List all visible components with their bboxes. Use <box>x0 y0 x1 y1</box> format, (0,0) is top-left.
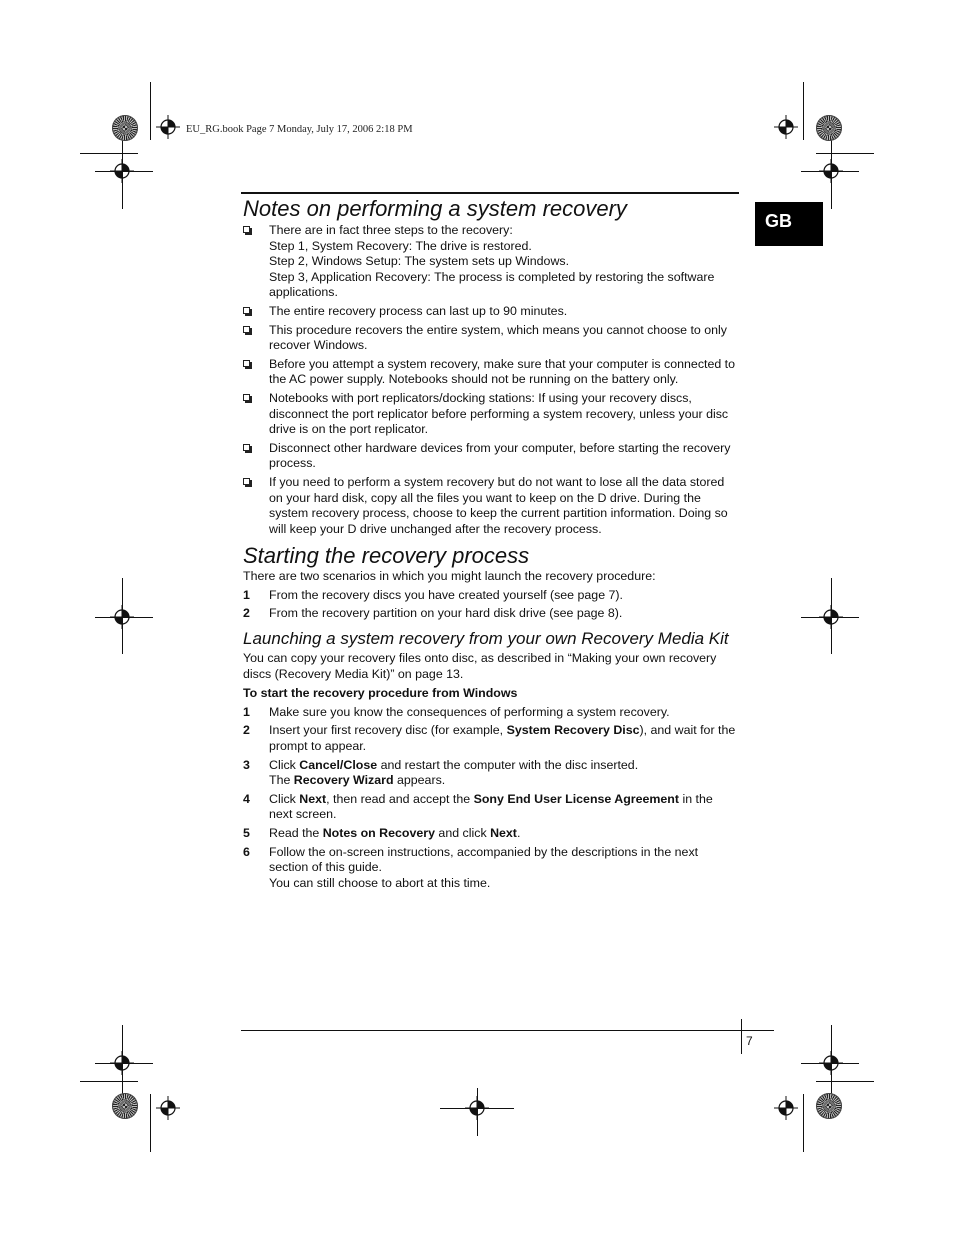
section-title-notes: Notes on performing a system recovery <box>243 196 627 221</box>
registration-mark-icon <box>819 159 843 183</box>
step-text: in the next screen. <box>269 791 713 822</box>
note-item <box>243 475 739 537</box>
step-text: . <box>516 826 521 840</box>
step-number: 4 <box>243 791 250 806</box>
page-number: 7 <box>746 1034 753 1048</box>
checkbox-bullet-icon <box>243 307 250 314</box>
note-line: Step 1, System Recovery: The drive is restored. <box>269 238 532 253</box>
note-item <box>243 441 739 472</box>
bottom-rule <box>241 1030 774 1031</box>
procedure-step <box>243 758 739 789</box>
registration-mark-icon <box>819 1051 843 1075</box>
step-number: 6 <box>243 844 250 859</box>
crop-mark-line <box>150 1094 151 1152</box>
step-number: 5 <box>243 826 250 840</box>
item-number: 1 <box>243 587 250 602</box>
page-number-divider <box>741 1019 742 1054</box>
checkbox-bullet-icon <box>243 326 250 333</box>
crop-mark-line <box>803 1094 804 1152</box>
item-number: 2 <box>243 606 250 621</box>
step-text: Make sure you know the consequences of performing a system recovery. <box>269 704 670 719</box>
starburst-target-icon <box>816 115 842 141</box>
ui-term: Recovery Wizard <box>293 773 394 788</box>
procedure-step <box>243 792 739 823</box>
ui-term: Next <box>490 826 517 840</box>
registration-mark-icon <box>774 1096 798 1120</box>
step-text: appears. <box>393 773 446 788</box>
crop-mark-line <box>80 1081 138 1082</box>
checkbox-bullet-icon <box>243 360 250 367</box>
registration-mark-icon <box>110 605 134 629</box>
checkbox-bullet-icon <box>243 478 250 485</box>
note-item <box>243 323 739 354</box>
procedure-step <box>243 705 739 721</box>
scenario-item <box>243 606 739 622</box>
registration-mark-icon <box>819 605 843 629</box>
step-text: Click <box>269 791 300 806</box>
note-item <box>243 391 739 438</box>
note-line: If you need to perform a system recovery but do not want to lose all the data stored on your hard disk, copy all the files you want to keep on the D drive. During the system recovery process, choose to keep the current partition information. Doing so will keep your D drive unchanged after the recovery process. <box>269 474 728 536</box>
registration-mark-icon <box>110 159 134 183</box>
note-item <box>243 357 739 388</box>
procedure-step <box>243 723 739 754</box>
step-number: 2 <box>243 723 250 738</box>
checkbox-bullet-icon <box>243 394 250 401</box>
procedure-subhead: To start the recovery procedure from Windows <box>243 686 518 701</box>
item-text: From the recovery partition on your hard disk drive (see page 8). <box>269 606 623 621</box>
note-item <box>243 304 739 320</box>
crop-mark-line <box>150 82 151 140</box>
crop-mark-line <box>816 153 874 154</box>
checkbox-bullet-icon <box>243 226 250 233</box>
top-rule <box>241 192 739 194</box>
procedure-steps <box>243 705 739 892</box>
section-title-launching: Launching a system recovery from your own Recovery Media Kit <box>243 629 729 649</box>
language-tab: GB <box>755 202 823 246</box>
step-text: Follow the on-screen instructions, accompanied by the descriptions in the next section of this guide. <box>269 844 699 875</box>
starting-intro: There are two scenarios in which you might launch the recovery procedure: <box>243 569 656 584</box>
registration-mark-icon <box>465 1096 489 1120</box>
step-text: Insert your first recovery disc (for example, <box>269 723 507 738</box>
registration-mark-icon <box>156 1096 180 1120</box>
step-text: Read the <box>269 826 323 840</box>
note-line: There are in fact three steps to the recovery: <box>269 223 513 237</box>
note-item <box>243 223 739 301</box>
procedure-step <box>243 845 739 892</box>
note-line: The entire recovery process can last up to 90 minutes. <box>269 303 568 318</box>
step-text: Click <box>269 757 300 772</box>
step-text: You can still choose to abort at this time. <box>269 875 491 890</box>
crop-mark-line <box>80 153 138 154</box>
step-number: 1 <box>243 704 250 719</box>
starburst-target-icon <box>112 115 138 141</box>
ui-term: Next <box>299 791 327 806</box>
note-line: Step 2, Windows Setup: The system sets up Windows. <box>269 254 570 269</box>
ui-term: Cancel/Close <box>299 757 378 772</box>
step-text: and click <box>434 826 491 840</box>
starburst-target-icon <box>816 1093 842 1119</box>
book-header-note: EU_RG.book Page 7 Monday, July 17, 2006 2:18 PM <box>186 124 413 135</box>
crop-mark-line <box>816 1081 874 1082</box>
ui-term: System Recovery Disc <box>506 723 640 738</box>
launching-intro: You can copy your recovery files onto disc, as described in “Making your own recovery discs (Recovery Media Kit)” on page 13. <box>243 651 717 681</box>
note-line: Before you attempt a system recovery, make sure that your computer is connected to the AC power supply. Notebooks should not be running on the battery only. <box>269 356 736 387</box>
ui-term: Notes on Recovery <box>322 826 435 840</box>
section-title-starting: Starting the recovery process <box>243 543 530 569</box>
crop-mark-line <box>803 82 804 140</box>
notes-list <box>243 223 739 537</box>
scenario-item <box>243 588 739 604</box>
note-line: Disconnect other hardware devices from your computer, before starting the recovery process. <box>269 440 731 471</box>
ui-term: Sony End User License Agreement <box>473 791 680 806</box>
starburst-target-icon <box>112 1093 138 1119</box>
procedure-step <box>243 826 739 842</box>
step-text: The <box>269 773 294 788</box>
registration-mark-icon <box>774 115 798 139</box>
registration-mark-icon <box>156 115 180 139</box>
step-text: ), and wait for the prompt to appear. <box>269 723 736 754</box>
scenario-list <box>243 588 739 622</box>
registration-mark-icon <box>110 1051 134 1075</box>
item-text: From the recovery discs you have created yourself (see page 7). <box>269 587 623 602</box>
step-text: and restart the computer with the disc inserted. <box>377 757 639 772</box>
note-line: Step 3, Application Recovery: The process is completed by restoring the software applications. <box>269 269 715 300</box>
checkbox-bullet-icon <box>243 444 250 451</box>
page-content <box>243 196 739 894</box>
note-line: Notebooks with port replicators/docking stations: If using your recovery discs, disconnect the port replicator before performing a system recovery, unless your disc drive is on the port replicator. <box>269 390 729 437</box>
step-text: , then read and accept the <box>326 791 474 806</box>
step-number: 3 <box>243 757 250 772</box>
note-line: This procedure recovers the entire system, which means you cannot choose to only recover Windows. <box>269 322 727 353</box>
